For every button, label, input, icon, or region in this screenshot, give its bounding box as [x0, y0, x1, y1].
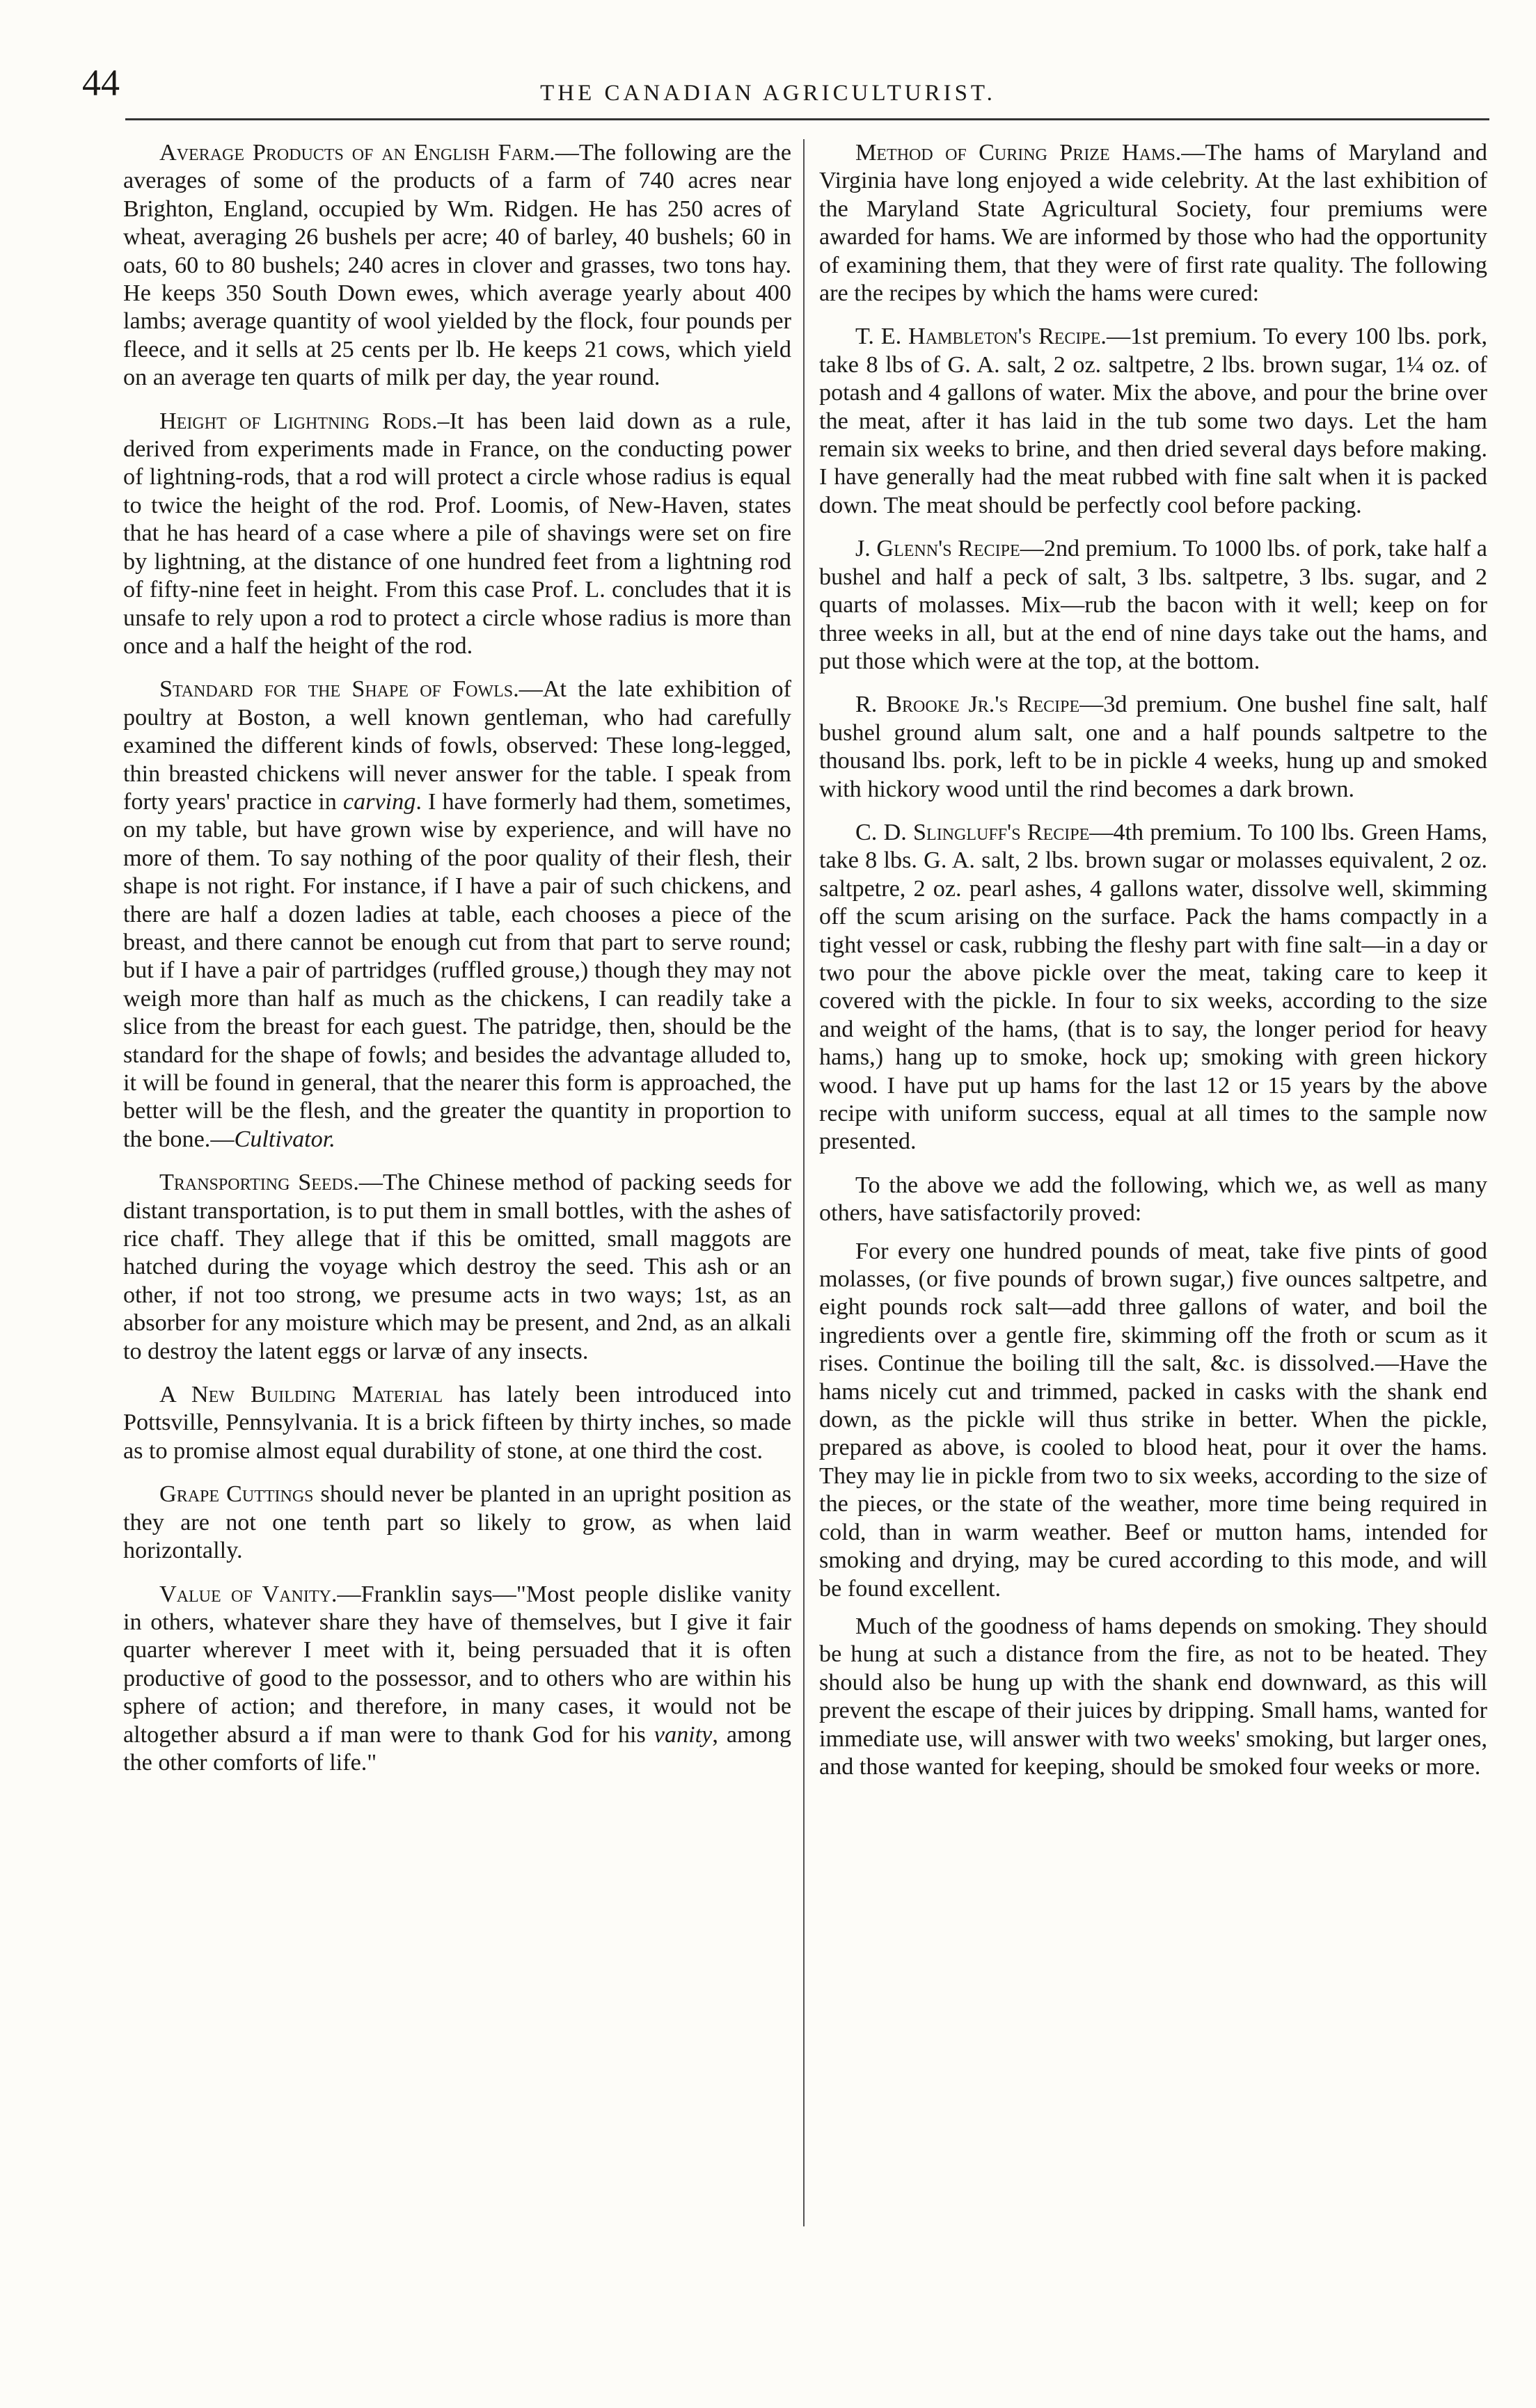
article-body-continued: . I have formerly had them, sometimes, on my table, but have grown wise by experience, and will have no more of them. To say nothing of the poor quality of their flesh, their shape is not right. For instance, if I have a pair of such chickens, and there are half a dozen ladies at table, each chooses a piece of the breast, and there cannot be enough cut from that part to serve round; but if I have a pair of partridges (ruffled grouse,) though they may not weigh more than half as much as the chickens, I can readily take a slice from the breast for each guest. The patridge, then, should be the standard for the shape of fowls; and besides the advantage alluded to, it will be found in general, that the nearer this form is approached, the better will be the flesh, and the greater the quantity in proportion to the bone.—	[123, 788, 791, 1152]
article-body: —The Chinese method of packing seeds for distant transportation, is to put them in small bottles, with the ashes of rice chaff. They allege that if this be omitted, small maggots are hatched during the voyage which destroy the seed. This ash or an other, if not too strong, we presume acts in two ways; 1st, as an absorber for any moisture which may be present, and 2nd, as an alkali to destroy the latent eggs or larvæ of any insects.	[123, 1170, 792, 1364]
article-value-of-vanity	[123, 1581, 791, 1778]
recipe-body: —3d premium. One bushel fine salt, half bushel ground alum salt, one and a half pounds saltpetre to the thousand lbs. pork, left to be in pickle 4 weeks, hung up and smoked with hickory wood until the rind becomes a dark brown.	[819, 692, 1487, 802]
article-body-continued: , among the other comforts of life."	[123, 1721, 791, 1776]
article-body: has lately been introduced into Pottsville, Pennsylvania. It is a brick fifteen by thirty inches, so made as to promise almost equal durability of stone, at one third the cost.	[123, 1382, 791, 1464]
article-paragraph	[123, 408, 791, 661]
recipe-body: —4th premium. To 100 lbs. Green Hams, take 8 lbs. G. A. salt, 2 lbs. brown sugar or molasses equivalent, 2 oz. saltpetre, 2 oz. pearl ashes, 4 gallons water, dissolve well, skimming off the scum arising on the surface. Pack the hams compactly in a tight vessel or cask, rubbing the fleshy part with fine salt—in a day or two pour the above pickle over the meat, taking care to keep it covered with the pickle. In four to six weeks, according to the size and weight of the hams, (that is to say, the longer period for heavy hams,) hang up to smoke, hock up; smoking with green hickory wood. I have put up hams for the last 12 or 15 years by the above recipe with uniform success, equal at all times to the sample now presented.	[819, 819, 1487, 1155]
article-building-material	[123, 1381, 791, 1465]
column-divider	[803, 139, 805, 2226]
recipe-slingluff	[819, 819, 1487, 1156]
recipe-heading: R. Brooke Jr.'s Recipe	[855, 692, 1080, 718]
article-body: —The hams of Maryland and Virginia have long enjoyed a wide celebrity. At the last exhibition of the Maryland State Agricultural Society, four premiums were awarded for hams. We are informed by those who had the opportunity of examining them, that they were of first rate quality. The following are the recipes by which the hams were cured:	[819, 140, 1487, 307]
article-paragraph	[819, 139, 1487, 308]
left-column	[123, 139, 791, 1792]
article-paragraph	[123, 1169, 791, 1366]
article-additional-recipe	[819, 1172, 1487, 1782]
paragraph-recipe: For every one hundred pounds of meat, take five pints of good molasses, (or five pounds of brown sugar,) five ounces saltpetre, and eight pounds rock salt—add three gallons of water, and boil the ingredients over a gentle fire, skimming off the froth or scum as it rises. Continue the boiling till the salt, &c. is dissolved.—Have the hams nicely cut and trimmed, packed in casks with the shank end down, as the pickle will thus strike in better. When the pickle, prepared as above, is cooled to blood heat, pour it over the hams. They may lie in pickle from two to six weeks, according to the size of the pieces, or the state of the weather, more time being required in cold, than in warm weather. Beef or mutton hams, intended for smoking and drying, may be cured according to this mode, and will be found excellent.	[819, 1238, 1487, 1602]
article-heading: Transporting Seeds.	[159, 1170, 359, 1196]
article-heading: A New Building Material	[159, 1382, 443, 1408]
recipe-body: —1st premium. To every 100 lbs. pork, take 8 lbs of G. A. salt, 2 oz. saltpetre, 2 lbs. brown sugar, 1¼ oz. of potash and 4 gallons of water. Mix the above, and pour the brine over the meat, after it has laid in the tub some two days. Let the ham remain six weeks to brine, and then dried several days before making. I have generally had the meat rubbed with fine salt when it is packed down. The meat should be perfectly cool before packing.	[819, 324, 1487, 518]
recipe-brooke	[819, 691, 1487, 804]
recipe-heading: C. D. Slingluff's Recipe	[855, 819, 1090, 845]
article-paragraph	[123, 1581, 791, 1778]
running-title: THE CANADIAN AGRICULTURIST.	[540, 81, 996, 106]
right-column	[819, 139, 1487, 1796]
article-heading: Value of Vanity.	[159, 1581, 338, 1607]
article-body: should never be planted in an upright position as they are not one tenth part so likely to grow, as when laid horizontally.	[123, 1481, 792, 1564]
recipe-glenn	[819, 535, 1487, 676]
recipe-hambleton	[819, 323, 1487, 520]
recipe-body: —2nd premium. To 1000 lbs. of pork, take half a bushel and half a peck of salt, 3 lbs. saltpetre, 3 lbs. sugar, and 2 quarts of molasses. Mix—rub the bacon with it well; keep on for three weeks in all, but at the end of nine days take out the hams, and put those which were at the top, at the bottom.	[819, 536, 1487, 674]
recipe-heading: T. E. Hambleton's Recipe.	[855, 324, 1107, 350]
recipe-paragraph	[819, 323, 1487, 520]
article-heading: Height of Lightning Rods.	[159, 408, 438, 434]
article-paragraph	[123, 676, 791, 1154]
page-number: 44	[82, 62, 120, 104]
article-paragraph	[123, 1481, 791, 1565]
article-average-products	[123, 139, 791, 392]
article-emphasis: carving	[342, 788, 416, 815]
article-curing-prize-hams	[819, 139, 1487, 308]
article-heading: Average Products of an English Farm.	[159, 140, 555, 166]
article-source: Cultivator.	[234, 1126, 335, 1152]
recipe-paragraph	[819, 535, 1487, 676]
header-rule	[125, 118, 1489, 120]
paragraph-smoking: Much of the goodness of hams depends on smoking. They should be hung at such a distance from the fire, as not to be heated. They should also be hung up with the shank end downward, as this will prevent the escape of their juices by dripping. Small hams, wanted for immediate use, will answer with two weeks' smoking, but larger ones, and those wanted for keeping, should be smoked four weeks or more.	[819, 1613, 1487, 1780]
recipe-heading: J. Glenn's Recipe	[855, 536, 1020, 562]
article-lightning-rods	[123, 408, 791, 661]
article-paragraph	[123, 1381, 791, 1465]
recipe-paragraph	[819, 819, 1487, 1156]
article-grape-cuttings	[123, 1481, 791, 1565]
paragraph-intro: To the above we add the following, which we, as well as many others, have satisfactorily proved:	[819, 1172, 1487, 1227]
article-emphasis: vanity	[654, 1721, 713, 1748]
article-body: –It has been laid down as a rule, derived from experiments made in France, on the conducting power of lightning-rods, that a rod will protect a circle whose radius is equal to twice the height of the rod. Prof. Loomis, of New-Haven, states that he has heard of a case where a pile of shavings were set on fire by lightning, at the distance of one hundred feet from a lightning rod of fifty-nine feet in height. From this case Prof. L. concludes that it is unsafe to rely upon a rod to protect a circle whose radius is more than once and a half the height of the rod.	[123, 408, 791, 659]
article-body: —The following are the averages of some of the products of a farm of 740 acres near Brighton, England, occupied by Wm. Ridgen. He has 250 acres of wheat, averaging 26 bushels per acre; 40 of barley, 40 bushels; 60 in oats, 60 to 80 bushels; 240 acres in clover and grasses, two tons hay. He keeps 350 South Down ewes, which average yearly about 400 lambs; average quantity of wool yielded by the flock, four pounds per fleece, and it sells at 25 cents per lb. He keeps 21 cows, which yield on an average ten quarts of milk per day, the year round.	[123, 140, 791, 391]
article-body: —At the late exhibition of poultry at Boston, a well known gentleman, who had carefully examined the different kinds of fowls, observed: These long-legged, thin breasted chickens will never answer for the table. I speak from forty years' practice in	[123, 676, 791, 815]
article-heading: Standard for the Shape of Fowls.	[159, 676, 519, 703]
article-shape-of-fowls	[123, 676, 791, 1154]
recipe-paragraph	[819, 691, 1487, 804]
article-heading: Method of Curing Prize Hams.	[855, 140, 1182, 166]
article-heading: Grape Cuttings	[159, 1481, 314, 1508]
article-body: —Franklin says—"Most people dislike vanity in others, whatever share they have of themselves, but I give it fair quarter wherever I meet with it, being persuaded that it is often productive of good to the possessor, and to others who are within his sphere of action; and therefore, in many cases, it would not be altogether absurd a if man were to thank God for his	[123, 1581, 792, 1748]
article-transporting-seeds	[123, 1169, 791, 1366]
article-paragraph	[123, 139, 791, 392]
